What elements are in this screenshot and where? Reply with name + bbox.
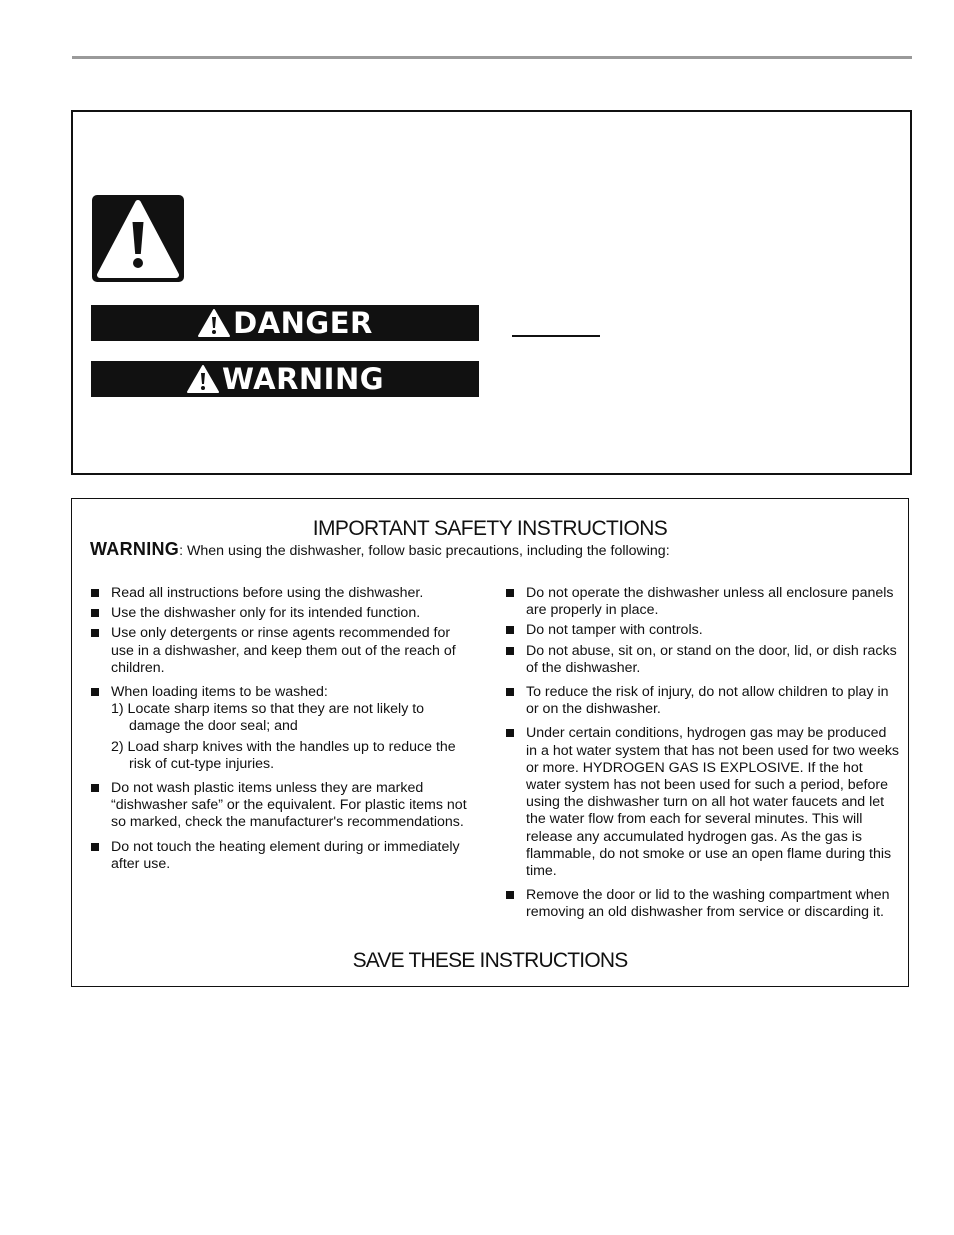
save-instructions-footer: SAVE THESE INSTRUCTIONS [352,949,628,972]
list-item: Do not abuse, sit on, or stand on the door, lid, or dish racks of the dishwasher. [505,643,900,677]
warning-word: WARNING [221,361,385,396]
list-subitem: 2) Load sharp knives with the handles up to reduce the risk of cut-type injuries. [111,738,456,772]
bullet-icon [506,589,514,597]
list-item: Read all instructions before using the dishwasher. [90,585,470,602]
danger-signal-bar [91,305,479,341]
safety-alert-icon [92,195,184,282]
list-item: To reduce the risk of injury, do not allow children to play in or on the dishwasher. [505,684,900,718]
left-column [90,585,470,876]
list-item: Remove the door or lid to the washing compartment when removing an old dishwasher from service or discarding it. [505,887,900,921]
bullet-icon [506,626,514,634]
bullet-icon [506,891,514,899]
bullet-icon [506,647,514,655]
list-item: Use the dishwasher only for its intended function. [90,605,470,622]
bullet-icon [91,589,99,597]
bullet-icon [506,729,514,737]
list-subitem: 1) Locate sharp items so that they are not likely to damage the door seal; and [111,701,425,735]
underline-stub [512,335,600,337]
list-item: Do not tamper with controls. [505,622,900,639]
safety-instructions-box [71,498,909,987]
warning-text: : When using the dishwasher, follow basic precautions, including the following: [179,543,670,559]
bullet-icon [91,629,99,637]
list-item: Use only detergents or rinse agents recommended for use in a dishwasher, and keep them out of the reach of children. [90,625,470,677]
warning-intro [90,539,670,560]
bullet-icon [506,688,514,696]
danger-word: DANGER [233,305,373,340]
bullet-icon [91,609,99,617]
right-column [505,585,900,925]
alert-triangle-icon [197,308,231,338]
warning-signal-bar [91,361,479,397]
bullet-icon [91,843,99,851]
list-item: Under certain conditions, hydrogen gas may be produced in a hot water system that has not been used for two weeks or more. HYDROGEN GAS IS EXPLOSIVE. If the hot water system has not been used for such a period, before using the dishwasher turn on all hot water faucets and let the water flow from each for several minutes. This will release any accumulated hydrogen gas. As the gas is flammable, do not smoke or use an open flame during this time. [505,725,900,880]
bullet-icon [91,688,99,696]
warning-label: WARNING [90,539,180,559]
alert-triangle-icon [186,364,220,394]
list-item: Do not operate the dishwasher unless all enclosure panels are properly in place. [505,585,900,619]
list-item: When loading items to be washed: 1) Locate sharp items so that they are not likely to damage the door seal; and 2) Load sharp knives with the handles up to reduce the risk of cut-type injuries. [90,684,470,773]
instructions-title: IMPORTANT SAFETY INSTRUCTIONS [312,517,668,540]
bullet-icon [91,784,99,792]
list-item: Do not wash plastic items unless they are marked “dishwasher safe” or the equivalent. For plastic items not so marked, check the manufacturer's recommendations. [90,780,470,832]
safety-message-box [71,110,912,475]
top-rule [72,56,912,59]
list-item: Do not touch the heating element during or immediately after use. [90,839,470,873]
